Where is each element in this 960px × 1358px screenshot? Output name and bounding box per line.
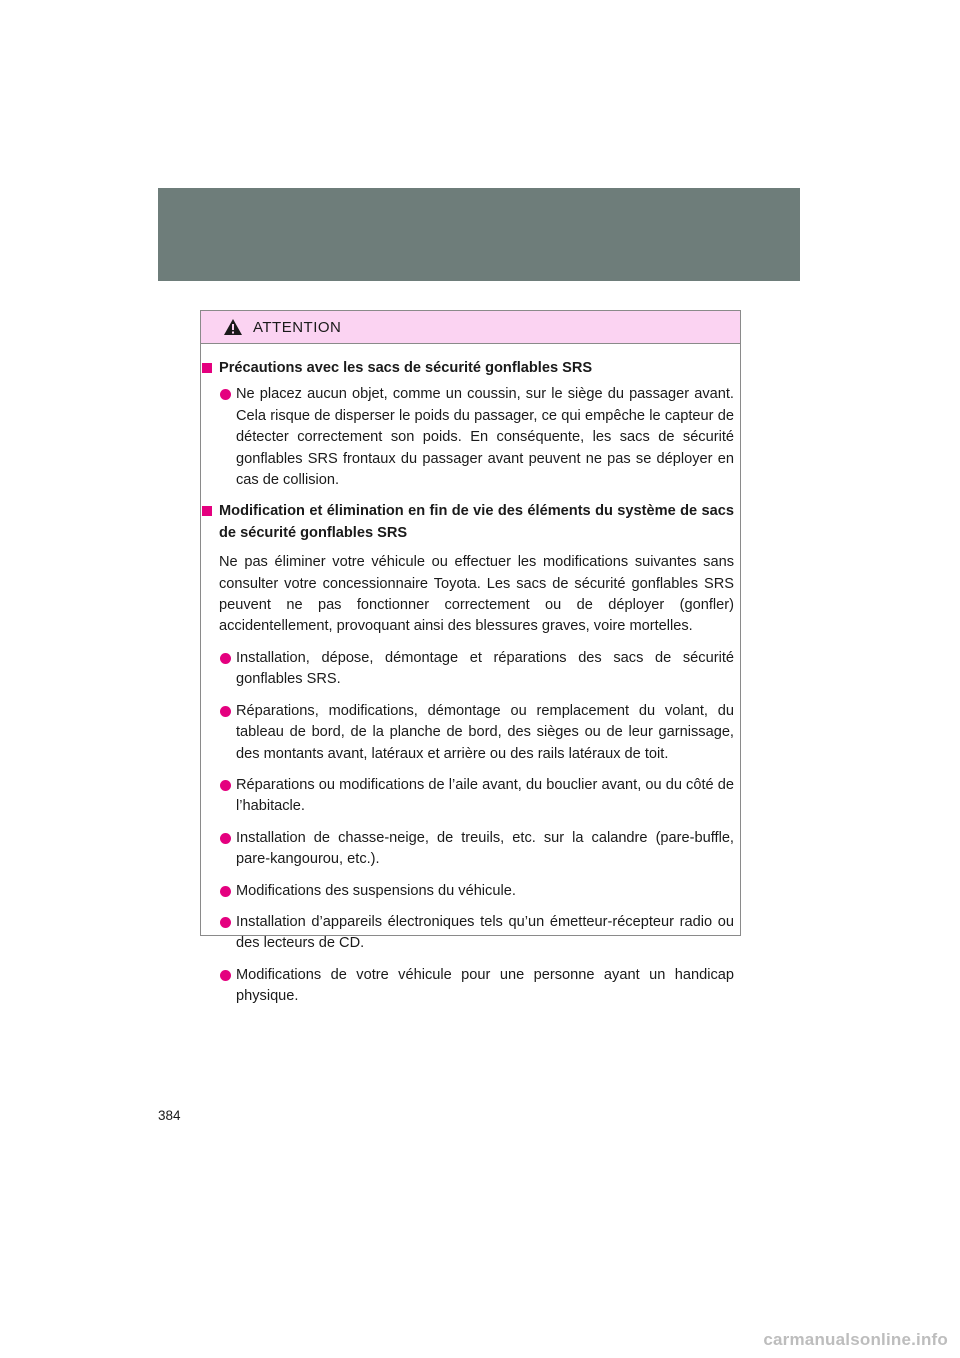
header-band xyxy=(158,188,800,281)
round-bullet-icon xyxy=(220,706,231,717)
list-item: Modifications des suspensions du véhicule. xyxy=(201,881,740,902)
list-item: Installation, dépose, démontage et réparations des sacs de sécurité gonflables SRS. xyxy=(201,648,740,691)
list-item: Installation d’appareils électroniques tels qu’un émetteur-récepteur radio ou des lecteurs de CD. xyxy=(201,912,740,955)
warning-content xyxy=(201,344,740,1008)
round-bullet-icon xyxy=(220,833,231,844)
round-bullet-icon xyxy=(220,780,231,791)
square-bullet-icon xyxy=(202,506,212,516)
warning-box xyxy=(200,310,741,1005)
round-bullet-icon xyxy=(220,886,231,897)
list-item: Installation de chasse-neige, de treuils, etc. sur la calandre (pare-buffle, pare-kangourou, etc.). xyxy=(201,828,740,871)
warning-title: ATTENTION xyxy=(253,318,342,336)
list-item: Ne placez aucun objet, comme un coussin, sur le siège du passager avant. Cela risque de disperser le poids du passager, ce qui empêche le capteur de détecter correctement son poids. En conséquente, les sacs de sécurité gonflables SRS frontaux du passager avant peuvent ne pas se déployer en cas de collision. xyxy=(201,384,740,491)
round-bullet-icon xyxy=(220,917,231,928)
list-item: Modifications de votre véhicule pour une personne ayant un handicap physique. xyxy=(201,965,740,1008)
section-intro: Ne pas éliminer votre véhicule ou effectuer les modifications suivantes sans consulter votre concessionnaire Toyota. Les sacs de sécurité gonflables SRS peuvent ne pas fonctionner correctement ou de déployer (gonfler) accidentellement, provoquant ainsi des blessures graves, voire mortelles. xyxy=(219,554,734,635)
round-bullet-icon xyxy=(220,653,231,664)
warning-header xyxy=(201,311,740,344)
watermark[interactable]: carmanualsonline.info xyxy=(763,1330,948,1349)
list-item: Réparations ou modifications de l’aile avant, du bouclier avant, ou du côté de l’habitacle. xyxy=(201,775,740,818)
page-number: 384 xyxy=(158,1108,181,1123)
list-item: Réparations, modifications, démontage ou remplacement du volant, du tableau de bord, de la planche de bord, des sièges ou de leur garnissage, des montants avant, latéraux et arrière ou des rails latéraux de toit. xyxy=(201,701,740,765)
warning-triangle-icon xyxy=(223,318,243,336)
round-bullet-icon xyxy=(220,389,231,400)
round-bullet-icon xyxy=(220,970,231,981)
section-title: Modification et élimination en fin de vie des éléments du système de sacs de sécurité gonflables SRS xyxy=(201,501,740,544)
square-bullet-icon xyxy=(202,363,212,373)
section-title: Précautions avec les sacs de sécurité gonflables SRS xyxy=(201,358,740,379)
